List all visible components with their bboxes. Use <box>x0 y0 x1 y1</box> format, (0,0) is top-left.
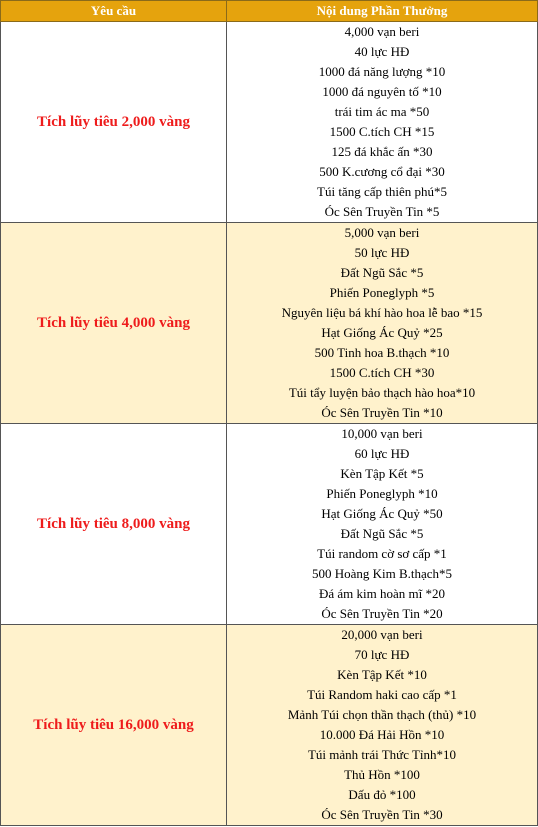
reward-item: Phiến Poneglyph *5 <box>329 285 435 300</box>
reward-item: Túi random cờ sơ cấp *1 <box>317 546 447 561</box>
reward-item: 500 Hoàng Kim B.thạch*5 <box>311 566 453 581</box>
reward-item: 20,000 vạn beri <box>341 627 423 642</box>
reward-item: Óc Sên Truyền Tin *20 <box>321 606 443 621</box>
reward-item: 10.000 Đá Hải Hồn *10 <box>319 727 445 742</box>
header-rewards: Nội dung Phần Thưởng <box>227 1 538 22</box>
reward-item: Nguyên liệu bá khí hào hoa lễ bao *15 <box>281 305 483 320</box>
table-row <box>1 22 538 223</box>
requirement-cell: Tích lũy tiêu 4,000 vàng <box>1 223 227 424</box>
reward-item: 1000 đá năng lượng *10 <box>318 64 446 79</box>
reward-item: Phiến Poneglyph *10 <box>326 486 438 501</box>
reward-item: 125 đá khắc ấn *30 <box>331 144 433 159</box>
reward-item: 500 K.cương cổ đại *30 <box>319 164 445 179</box>
table-row <box>1 223 538 424</box>
rewards-cell <box>227 424 538 625</box>
requirement-cell: Tích lũy tiêu 16,000 vàng <box>1 625 227 826</box>
reward-item: 1500 C.tích CH *30 <box>329 365 435 380</box>
reward-item: Túi tẩy luyện bảo thạch hào hoa*10 <box>288 385 476 400</box>
header-row <box>1 1 538 22</box>
reward-item: 1000 đá nguyên tố *10 <box>322 84 442 99</box>
reward-item: Óc Sên Truyền Tin *10 <box>321 405 443 420</box>
header-requirement: Yêu cầu <box>1 1 227 22</box>
rewards-cell <box>227 223 538 424</box>
reward-item: 5,000 vạn beri <box>344 225 420 240</box>
reward-item: Thủ Hồn *100 <box>344 767 420 782</box>
requirement-cell: Tích lũy tiêu 2,000 vàng <box>1 22 227 223</box>
reward-item: 40 lực HĐ <box>354 44 410 59</box>
reward-item: Đá ám kim hoàn mĩ *20 <box>318 586 445 601</box>
requirement-cell: Tích lũy tiêu 8,000 vàng <box>1 424 227 625</box>
reward-item: Kèn Tập Kết *10 <box>337 667 427 682</box>
reward-item: 70 lực HĐ <box>354 647 410 662</box>
reward-item: Mảnh Túi chọn thần thạch (thủ) *10 <box>287 707 477 722</box>
reward-item: Túi mảnh trái Thức Tỉnh*10 <box>307 747 457 762</box>
reward-item: Đất Ngũ Sắc *5 <box>340 265 424 280</box>
rewards-cell <box>227 22 538 223</box>
reward-item: Túi tăng cấp thiên phú*5 <box>317 184 447 199</box>
reward-item: Kèn Tập Kết *5 <box>340 466 424 481</box>
reward-item: Đất Ngũ Sắc *5 <box>340 526 424 541</box>
reward-item: Hạt Giống Ác Quỷ *25 <box>321 325 443 340</box>
reward-item: trái tim ác ma *50 <box>334 104 430 119</box>
reward-item: Dấu đỏ *100 <box>348 787 416 802</box>
reward-item: 4,000 vạn beri <box>344 24 420 39</box>
table-row <box>1 424 538 625</box>
reward-item: 50 lực HĐ <box>354 245 410 260</box>
reward-item: Óc Sên Truyền Tin *5 <box>324 204 440 219</box>
reward-item: Hạt Giống Ác Quỷ *50 <box>321 506 443 521</box>
reward-item: Túi Random haki cao cấp *1 <box>307 687 457 702</box>
table-row <box>1 625 538 826</box>
reward-item: 500 Tinh hoa B.thạch *10 <box>314 345 450 360</box>
reward-item: Óc Sên Truyền Tin *30 <box>321 807 443 822</box>
reward-item: 60 lực HĐ <box>354 446 410 461</box>
rewards-cell <box>227 625 538 826</box>
reward-item: 1500 C.tích CH *15 <box>329 124 435 139</box>
reward-item: 10,000 vạn beri <box>341 426 423 441</box>
